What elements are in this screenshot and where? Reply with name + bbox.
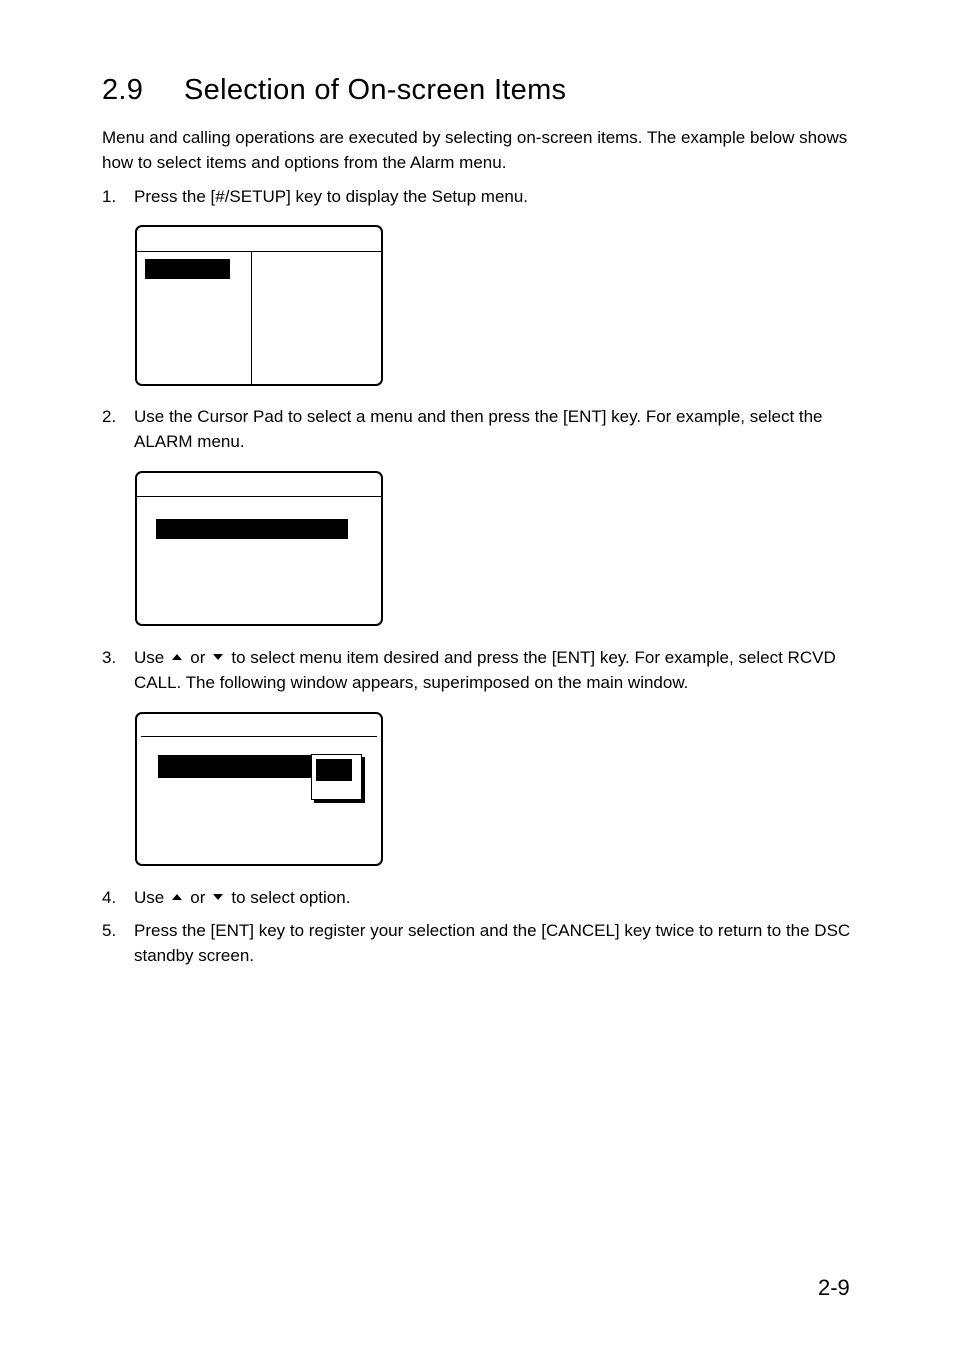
intro-paragraph: Menu and calling operations are executed by selecting on-screen items. The example below shows how to select items and options from the Alarm menu. bbox=[102, 128, 848, 172]
section-heading bbox=[102, 74, 566, 107]
highlighted-menu-item[interactable] bbox=[145, 259, 230, 279]
step-4 bbox=[102, 885, 862, 910]
highlighted-option[interactable] bbox=[316, 759, 352, 781]
step-1 bbox=[102, 184, 862, 209]
step-text: Use or to select menu item desired and press the [ENT] key. For example, select RCVD CALL. The following window appears, superimposed on the main window. bbox=[134, 648, 836, 692]
column-divider bbox=[251, 251, 252, 384]
alarm-menu-screen bbox=[135, 471, 383, 626]
setup-menu-screen bbox=[135, 225, 383, 386]
section-number: 2.9 bbox=[102, 74, 144, 106]
rcvd-call-screen bbox=[135, 712, 383, 866]
title-divider bbox=[137, 251, 381, 252]
up-triangle-icon bbox=[172, 654, 182, 660]
option-popup-window bbox=[311, 754, 362, 800]
down-triangle-icon bbox=[213, 894, 223, 900]
step-2 bbox=[102, 404, 862, 454]
step-number: 3. bbox=[102, 648, 117, 667]
page-number: 2-9 bbox=[818, 1275, 850, 1300]
step-5 bbox=[102, 918, 862, 968]
up-triangle-icon bbox=[172, 894, 182, 900]
step-text: Use or to select option. bbox=[134, 888, 351, 907]
step-number: 2. bbox=[102, 407, 117, 426]
highlighted-menu-item[interactable] bbox=[156, 519, 348, 539]
highlighted-menu-item[interactable] bbox=[158, 755, 316, 778]
step-text: Press the [#/SETUP] key to display the Setup menu. bbox=[134, 187, 529, 206]
title-divider bbox=[141, 736, 377, 737]
step-number: 4. bbox=[102, 888, 117, 907]
step-number: 1. bbox=[102, 187, 117, 206]
step-text: Use the Cursor Pad to select a menu and then press the [ENT] key. For example, select the ALARM menu. bbox=[134, 407, 823, 451]
step-3 bbox=[102, 645, 862, 695]
title-divider bbox=[137, 496, 381, 497]
step-number: 5. bbox=[102, 921, 117, 940]
step-text: Press the [ENT] key to register your selection and the [CANCEL] key twice to return to the DSC standby screen. bbox=[134, 921, 851, 965]
section-title: Selection of On-screen Items bbox=[184, 74, 567, 106]
down-triangle-icon bbox=[213, 654, 223, 660]
